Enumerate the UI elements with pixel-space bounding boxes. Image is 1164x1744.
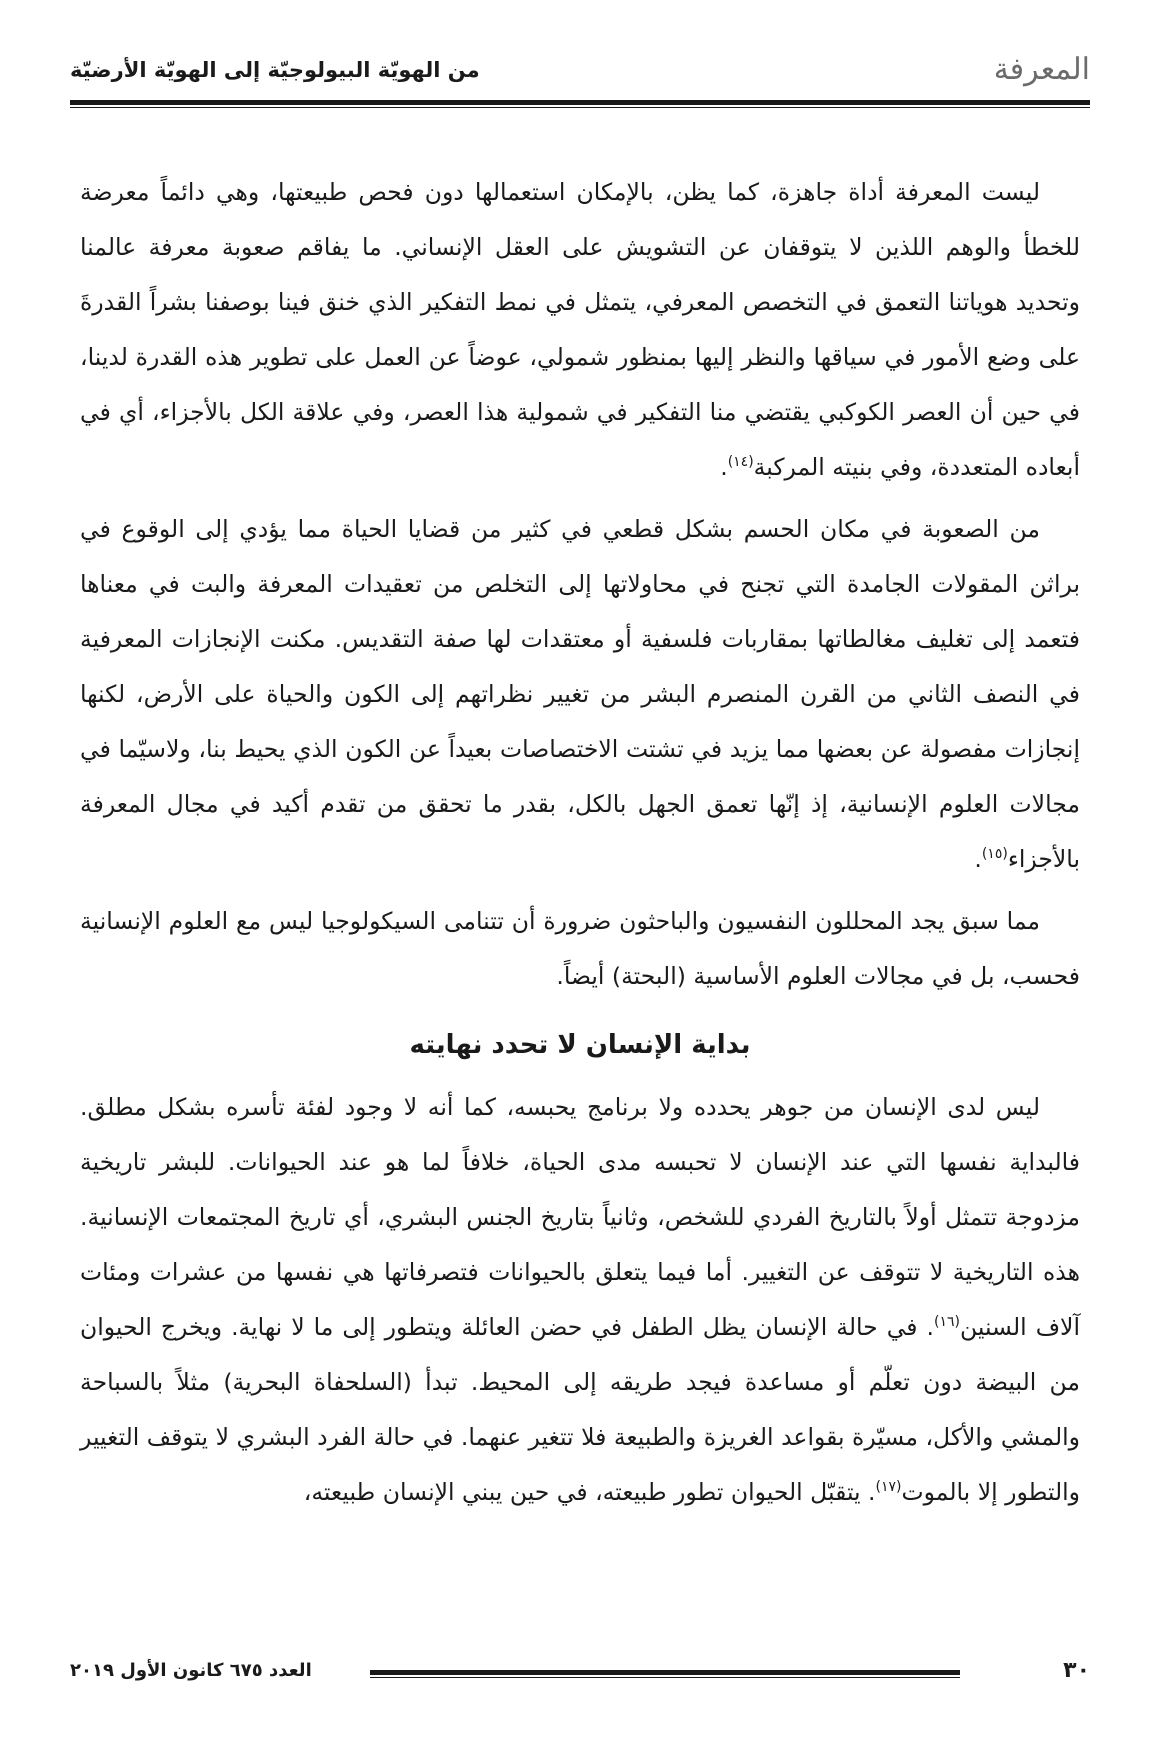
header-rule <box>70 100 1090 108</box>
footnote-ref-14: (١٤) <box>727 454 754 471</box>
article-body <box>80 165 1080 1520</box>
page-number: ٣٠ <box>1063 1658 1090 1683</box>
paragraph-2-end: . <box>974 845 982 873</box>
paragraph-2 <box>80 502 1080 887</box>
journal-logo: المعرفة <box>993 52 1090 87</box>
issue-info: العدد ٦٧٥ كانون الأول ٢٠١٩ <box>70 1660 312 1681</box>
paragraph-4 <box>80 1080 1080 1520</box>
paragraph-2-text: من الصعوبة في مكان الحسم بشكل قطعي في كثير من قضايا الحياة مما يؤدي إلى الوقوع في براثن المقولات الجامدة التي تجنح في محاولاتها إلى التخلص من تعقيدات المعرفة والبت في معناها فتعمد إلى تغليف مغالطاتها بمقاربات فلسفية أو معتقدات لها صفة التقديس. مكنت الإنجازات المعرفية في النصف الثاني من القرن المنصرم البشر من تغيير نظراتهم إلى الكون والحياة على الأرض، لكنها إنجازات مفصولة عن بعضها مما يزيد في تشتت الاختصاصات بعيداً عن الكون الذي يحيط بنا، ولاسيّما في مجالات العلوم الإنسانية، إذ إنّها تعمق الجهل بالكل، بقدر ما تحقق من تقدم أكيد في مجال المعرفة بالأجزاء <box>80 515 1080 873</box>
footnote-ref-15: (١٥) <box>981 846 1008 863</box>
paragraph-3 <box>80 894 1080 1004</box>
running-title: من الهويّة البيولوجيّة إلى الهويّة الأرضيّة <box>70 58 480 82</box>
paragraph-4-part3: . يتقبّل الحيوان تطور طبيعته، في حين يبني الإنسان طبيعته، <box>303 1478 876 1506</box>
paragraph-3-text: مما سبق يجد المحللون النفسيون والباحثون ضرورة أن تتنامى السيكولوجيا ليس مع العلوم الإنسانية فحسب، بل في مجالات العلوم الأساسية (البحتة) أيضاً. <box>80 907 1080 990</box>
page-header <box>70 52 1090 98</box>
paragraph-1-end: . <box>720 453 728 481</box>
paragraph-4-part1: ليس لدى الإنسان من جوهر يحدده ولا برنامج يحبسه، كما أنه لا وجود لفئة تأسره بشكل مطلق. فالبداية نفسها التي عند الإنسان لا تحبسه مدى الحياة، خلافاً لما هو عند الحيوانات. للبشر تاريخية مزدوجة تتمثل أولاً بالتاريخ الفردي للشخص، وثانياً بتاريخ الجنس البشري، أي تاريخ المجتمعات الإنسانية. هذه التاريخية لا تتوقف عن التغيير. أما فيما يتعلق بالحيوانات فتصرفاتها هي نفسها من عشرات ومئات آلاف السنين <box>80 1093 1080 1341</box>
section-heading: بداية الإنسان لا تحدد نهايته <box>409 1030 751 1060</box>
footnote-ref-17: (١٧) <box>875 1479 902 1496</box>
footnote-ref-16: (١٦) <box>933 1314 960 1331</box>
paragraph-1 <box>80 165 1080 495</box>
page-footer <box>70 1658 1090 1698</box>
footer-rule <box>370 1670 960 1678</box>
paragraph-1-text: ليست المعرفة أداة جاهزة، كما يظن، بالإمكان استعمالها دون فحص طبيعتها، وهي دائماً معرضة للخطأ والوهم اللذين لا يتوقفان عن التشويش على العقل الإنساني. ما يفاقم صعوبة معرفة عالمنا وتحديد هوياتنا التعمق في التخصص المعرفي، يتمثل في نمط التفكير الذي خنق فينا بوصفنا بشراً القدرةَ على وضع الأمور في سياقها والنظر إليها بمنظور شمولي، عوضاً عن العمل على تطوير هذه القدرة لدينا، في حين أن العصر الكوكبي يقتضي منا التفكير في شمولية هذا العصر، وفي علاقة الكل بالأجزاء، أي في أبعاده المتعددة، وفي بنيته المركبة <box>80 178 1080 481</box>
paragraph-4-part2: . في حالة الإنسان يظل الطفل في حضن العائلة ويتطور إلى ما لا نهاية. ويخرج الحيوان من البيضة دون تعلّم أو مساعدة فيجد طريقه إلى المحيط. تبدأ (السلحفاة البحرية) مثلاً بالسباحة والمشي والأكل، مسيّرة بقواعد الغريزة والطبيعة فلا تتغير عنهما. في حالة الفرد البشري لا يتوقف التغيير والتطور إلا بالموت <box>80 1313 1080 1506</box>
